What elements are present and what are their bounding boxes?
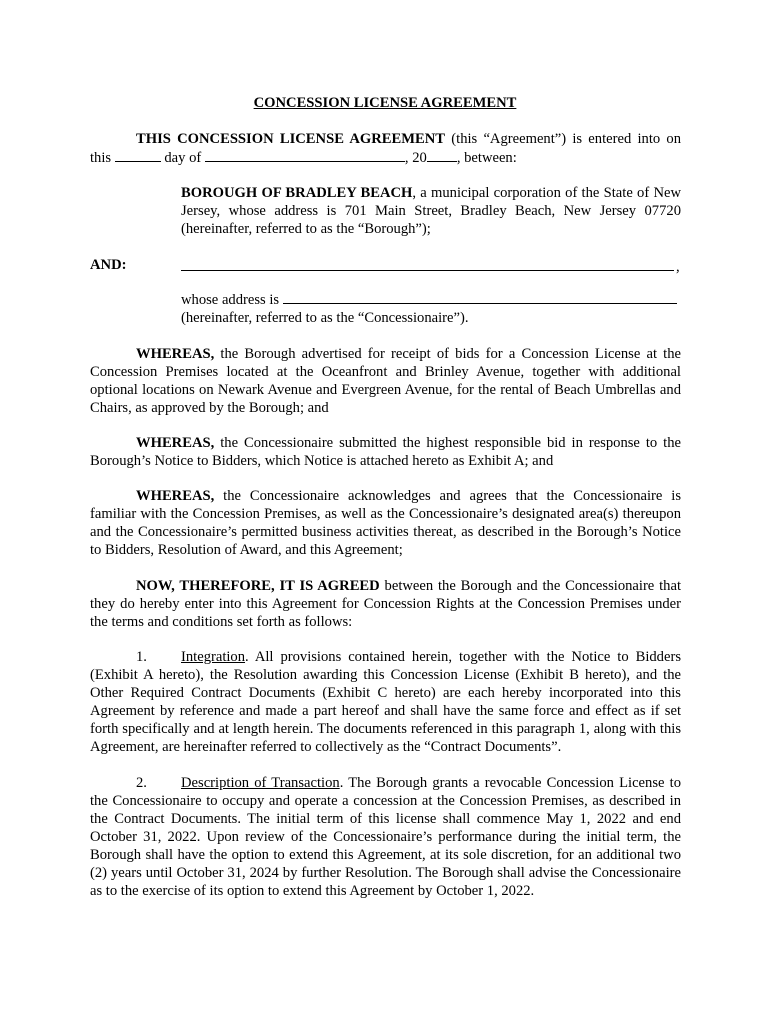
whereas-paragraph-2 [90, 434, 681, 470]
whereas-1-bold: WHEREAS, [136, 346, 215, 362]
intro-bold: THIS CONCESSION LICENSE AGREEMENT [136, 131, 446, 147]
month-blank [205, 148, 405, 162]
section-2-heading: Description of Transaction [181, 775, 340, 791]
section-1 [90, 648, 681, 756]
now-bold: NOW, THEREFORE, IT IS AGREED [136, 578, 380, 594]
and-label: AND: [90, 257, 127, 273]
section-2 [90, 774, 681, 900]
section-2-text: . The Borough grants a revocable Concession License to the Concessionaire to occupy and operate a concession at the Concession Premises, as described in the Contract Documents. The initial term of this license shall commence May 1, 2022 and end October 31, 2022. Upon review of the Concessionaire’s performance during the initial term, the Borough shall have the option to extend this Agreement, at its sole discretion, for an additional two (2) years until October 31, 2024 by further Resolution. The Borough shall advise the Concessionaire as to the exercise of its option to extend this Agreement by October 1, 2022. [90, 775, 682, 899]
section-1-number: 1. [136, 649, 147, 665]
comma-after-line: , [676, 259, 680, 275]
year-blank [427, 148, 457, 162]
whereas-paragraph-3 [90, 487, 681, 559]
day-blank [115, 148, 161, 162]
whereas-paragraph-1 [90, 345, 681, 417]
now-text: between the Borough and the Concessionaire that they do hereby enter into this Agreement for Concession Rights at the Concession Premises under the terms and conditions set forth as follows: [90, 578, 681, 630]
intro-text-1: (this “Agreement”) is entered into on this [90, 131, 682, 166]
borough-name: BOROUGH OF BRADLEY BEACH [181, 185, 413, 201]
section-1-heading: Integration [181, 649, 246, 665]
whereas-3-text: the Concessionaire acknowledges and agrees that the Concessionaire is familiar with the Concession Premises, as well as the Concessionaire’s designated area(s) thereupon and the Concessionaire’s permitted business activities thereat, as described in the Borough’s Notice to Bidders, Resolution of Award, and this Agreement; [90, 488, 681, 558]
intro-text-2: day of [160, 150, 205, 166]
concessionaire-reference: (hereinafter, referred to as the “Concessionaire”). [181, 310, 469, 326]
concessionaire-party [181, 290, 681, 327]
intro-text-4: , between: [456, 150, 517, 166]
concessionaire-name-line [181, 256, 674, 271]
now-therefore-paragraph [90, 577, 681, 631]
intro-text-3: , 20 [404, 150, 427, 166]
address-prefix: whose address is [181, 292, 283, 308]
whereas-2-text: the Concessionaire submitted the highest responsible bid in response to the Borough’s Notice to Bidders, which Notice is attached hereto as Exhibit A; and [90, 435, 681, 469]
whereas-2-bold: WHEREAS, [136, 435, 215, 451]
borough-party [181, 184, 681, 238]
address-blank [283, 290, 677, 304]
intro-paragraph [90, 130, 681, 167]
section-1-text: . All provisions contained herein, together with the Notice to Bidders (Exhibit A hereto), the Resolution awarding this Concession License (Exhibit B hereto), and the Other Required Contract Documents (Exhibit C hereto) are each hereby incorporated into this Agreement by reference and made a part hereof and shall have the same force and effect as if set forth specifically and at length herein. The documents referenced in this paragraph 1, along with this Agreement, are hereinafter referred to collectively as the “Contract Documents”. [90, 649, 681, 755]
document-title: CONCESSION LICENSE AGREEMENT [253, 95, 517, 111]
whereas-1-text: the Borough advertised for receipt of bids for a Concession License at the Concession Premises located at the Oceanfront and Brinley Avenue, together with additional optional locations on Newark Avenue and Evergreen Avenue, for the rental of Beach Umbrellas and Chairs, as approved by the Borough; and [90, 346, 681, 416]
section-2-number: 2. [136, 775, 147, 791]
borough-description: , a municipal corporation of the State of New Jersey, whose address is 701 Main Street, Bradley Beach, New Jersey 07720 (hereinafter, referred to as the “Borough”); [181, 185, 681, 237]
whereas-3-bold: WHEREAS, [136, 488, 215, 504]
